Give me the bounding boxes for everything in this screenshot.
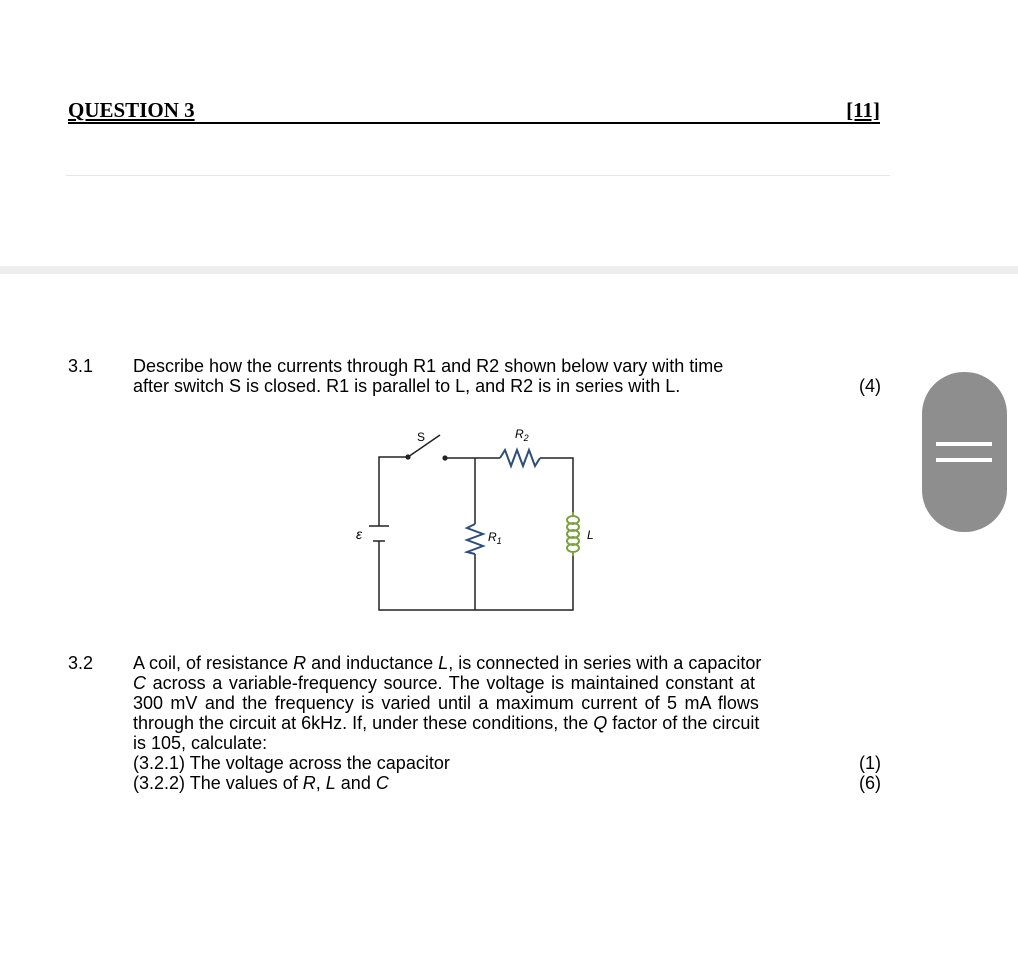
inductor-icon — [567, 512, 579, 556]
q32-sub-1-text: (3.2.1) The voltage across the capacitor — [133, 753, 450, 773]
handle-bar-top — [936, 442, 992, 446]
q32-l1-a: A coil, of resistance — [133, 653, 294, 673]
q32-l1-b: and inductance — [306, 653, 439, 673]
wire-right-top — [540, 458, 573, 512]
emf-label: ε — [356, 526, 363, 542]
question-header — [68, 98, 880, 124]
section-separator — [0, 266, 1018, 274]
q32-line-3: 300 mV and the frequency is varied until a maximum current of 5 mA flows — [133, 693, 759, 713]
battery-icon — [369, 526, 389, 541]
q32-line-2 — [133, 673, 881, 693]
q32-sub-2-a: (3.2.2) The values of — [133, 773, 303, 793]
q32-l1-L: L — [438, 653, 449, 673]
question-total-marks: [11] — [846, 98, 880, 122]
q32-l4-Q: Q — [593, 713, 608, 733]
resistor-r2-icon — [500, 450, 540, 466]
q32-line-1 — [133, 653, 881, 673]
switch-label: S — [417, 430, 426, 444]
q32-line-5: is 105, calculate: — [133, 733, 268, 753]
q32-sub-2-R: R — [302, 773, 316, 793]
q32-sub-2-C: C — [375, 773, 389, 793]
q32-l4-a: through the circuit at 6kHz. If, under these conditions, the — [133, 713, 594, 733]
q31-text — [133, 356, 881, 396]
q32-sub-2-L: L — [325, 773, 336, 793]
resistor-r1-icon — [467, 524, 483, 554]
q32-line-4 — [133, 713, 881, 733]
q31-marks: (4) — [859, 376, 881, 396]
q32-text — [133, 653, 881, 793]
q31-number: 3.1 — [68, 356, 94, 376]
r2-label: $R_2$ — [515, 427, 529, 443]
q32-l4-b: factor of the circuit — [607, 713, 760, 733]
wire-bottom — [379, 541, 573, 610]
inductor-label: L — [587, 528, 594, 542]
q31-line-2 — [133, 376, 881, 396]
q32-l1-c: , is connected in series with a capacitor — [448, 653, 762, 673]
switch-icon — [405, 435, 447, 461]
q31-line-2-text: after switch S is closed. R1 is parallel to L, and R2 is in series with L. — [133, 376, 681, 396]
divider — [66, 175, 890, 176]
q32-sub-2-marks: (6) — [859, 773, 881, 793]
q32-number: 3.2 — [68, 653, 94, 673]
q32-sub-2-sep: , — [315, 773, 326, 793]
q32-l1-R: R — [293, 653, 307, 673]
q32-sub-1 — [133, 753, 881, 773]
question-title: QUESTION 3 — [68, 98, 195, 122]
q32-l2-C: C — [133, 673, 146, 693]
q32-sub-2 — [133, 773, 881, 793]
r1-label: $R_1$ — [488, 530, 502, 546]
wire-left-top — [379, 457, 408, 526]
q32-sub-2-and: and — [335, 773, 376, 793]
q32-sub-1-marks: (1) — [859, 753, 881, 773]
handle-bar-bottom — [936, 458, 992, 462]
menu-handle-button[interactable] — [922, 372, 1007, 532]
q31-line-1: Describe how the currents through R1 and R2 shown below vary with time — [133, 356, 724, 376]
circuit-diagram — [340, 420, 600, 620]
q32-l2-rest: across a variable-frequency source. The voltage is maintained constant at — [146, 673, 755, 693]
